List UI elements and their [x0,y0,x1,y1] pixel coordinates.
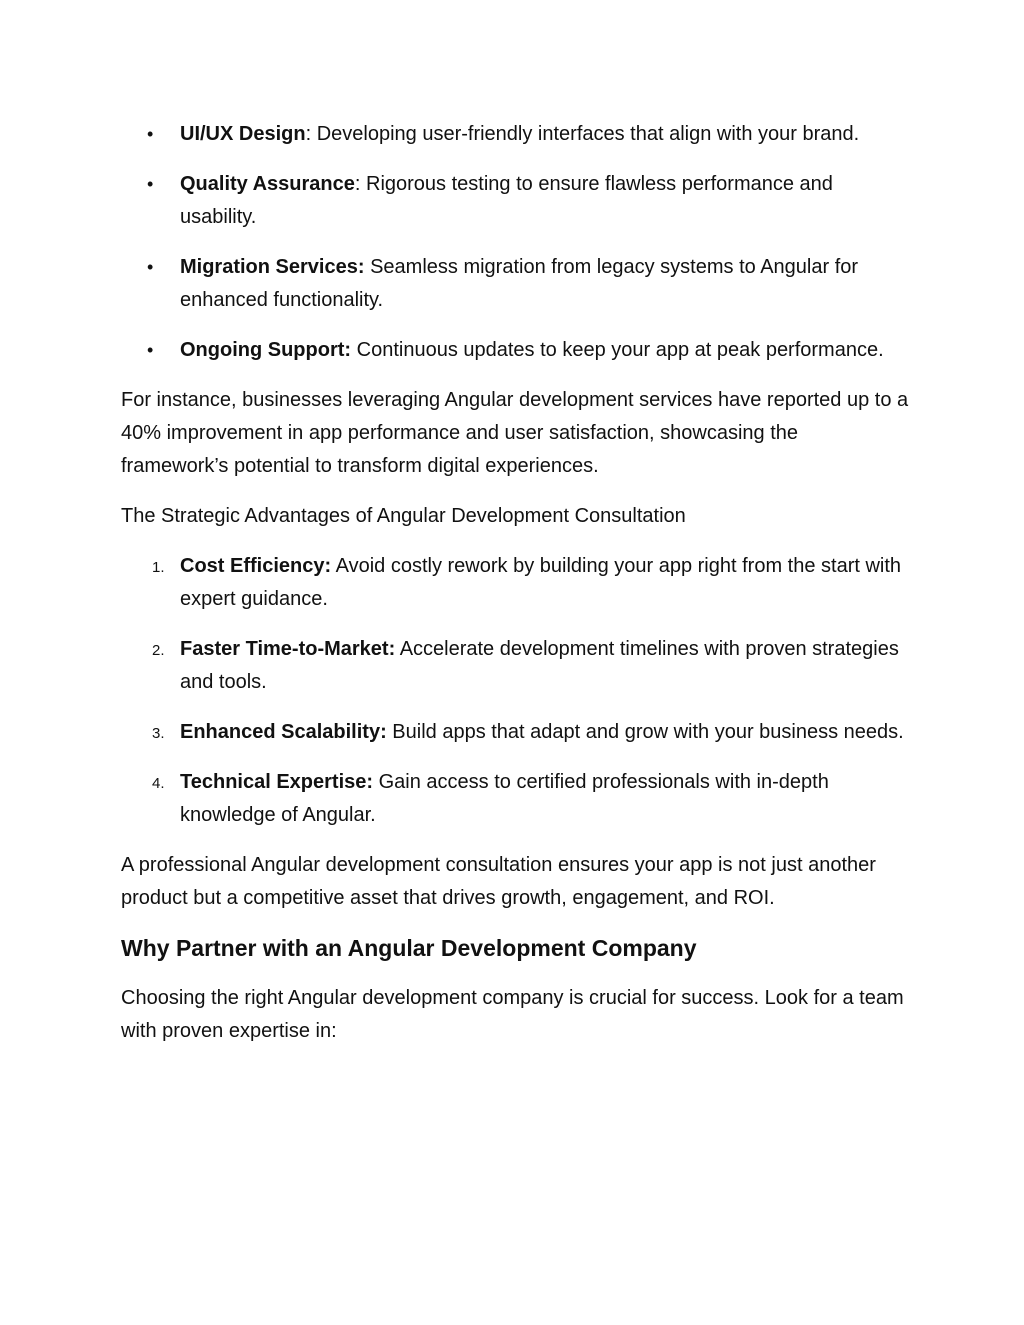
list-item-term: Ongoing Support: [180,339,352,361]
list-item-separator: : [305,123,312,145]
list-item-term: UI/UX Design [180,123,306,145]
number-marker: 2. [152,642,165,659]
list-item-text: Accelerate development timelines with proven strategies and tools. [180,638,899,693]
list-item-text: Seamless migration from legacy systems to Angular for enhanced functionality. [180,256,859,311]
number-marker: 3. [152,725,165,742]
list-item-term: Quality Assurance [180,173,355,195]
list-item [121,168,911,234]
document-page [121,118,911,1065]
advantages-numbered-list [121,550,911,832]
list-item-text: Developing user-friendly interfaces that align with your brand. [311,123,860,145]
list-item-separator: : [354,173,361,195]
list-item [121,633,911,699]
list-item-term: Migration Services: [180,256,365,278]
list-item-term: Enhanced Scalability: [180,721,387,743]
list-item-text: Build apps that adapt and grow with your business needs. [386,721,904,743]
paragraph-instance: For instance, businesses leveraging Angular development services have reported up to a 40% improvement in app performance and user satisfaction, showcasing the framework’s potential to transform digital experiences. [121,389,909,477]
list-item-term: Cost Efficiency: [180,555,332,577]
list-item [121,550,911,616]
list-item-text: Avoid costly rework by building your app right from the start with expert guidance. [180,555,902,610]
list-item [121,251,911,317]
services-bullet-list [121,118,911,367]
number-marker: 4. [152,775,165,792]
bullet-marker: • [147,124,154,144]
bullet-marker: • [147,257,154,277]
subheading-advantages: The Strategic Advantages of Angular Development Consultation [121,505,686,527]
list-item [121,334,911,367]
section-heading-partner: Why Partner with an Angular Development Company [121,935,697,961]
paragraph-choosing: Choosing the right Angular development company is crucial for success. Look for a team with proven expertise in: [121,987,904,1042]
list-item [121,716,911,749]
bullet-marker: • [147,174,154,194]
list-item-text: Rigorous testing to ensure flawless performance and usability. [180,173,833,228]
list-item-term: Technical Expertise: [180,771,374,793]
bullet-marker: • [147,340,154,360]
list-item [121,766,911,832]
list-item [121,118,911,151]
list-item-text: Continuous updates to keep your app at peak performance. [351,339,884,361]
list-item-term: Faster Time-to-Market: [180,638,396,660]
list-item-text: Gain access to certified professionals with in-depth knowledge of Angular. [180,771,829,826]
paragraph-consultation: A professional Angular development consultation ensures your app is not just another product but a competitive asset that drives growth, engagement, and ROI. [121,854,876,909]
number-marker: 1. [152,559,165,576]
